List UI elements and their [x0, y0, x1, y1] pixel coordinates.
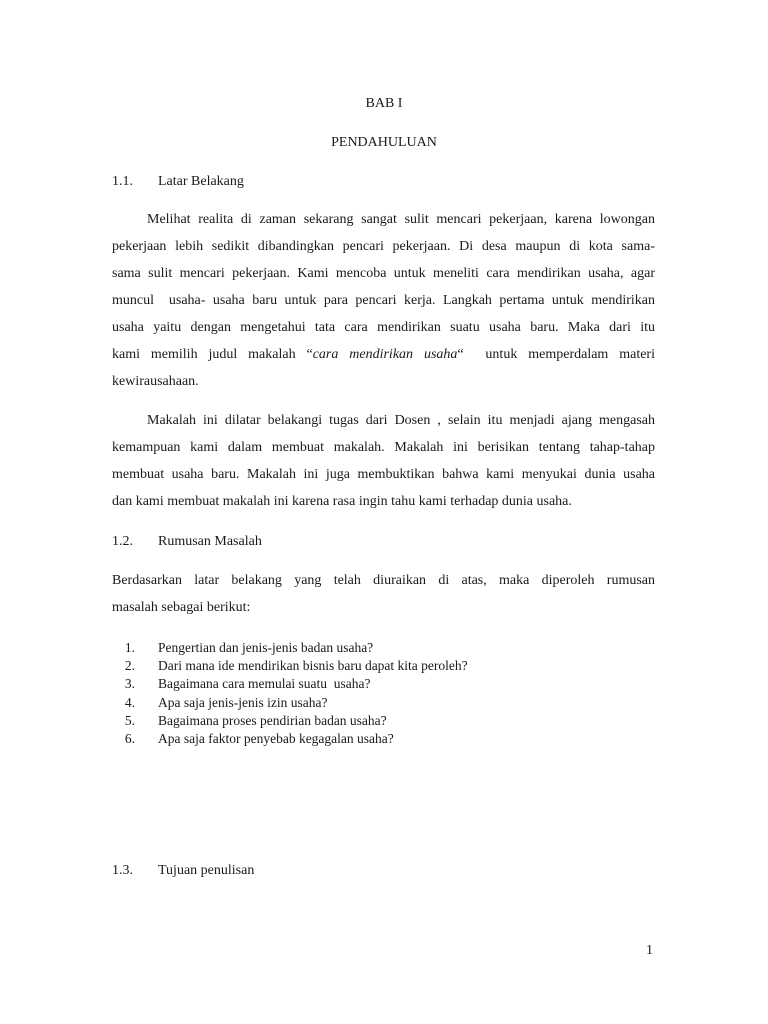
section-heading-1-1 — [112, 174, 244, 190]
paragraph-line: masalah sebagai berikut: — [112, 600, 251, 615]
paragraph-line: membuat usaha baru. Makalah ini juga membuktikan bahwa kami menyukai dunia usaha — [112, 467, 655, 482]
paragraph-line: usaha yaitu dengan mengetahui tata cara mendirikan suatu usaha baru. Maka dari itu — [112, 320, 655, 335]
paragraph-line: dan kami membuat makalah ini karena rasa ingin tahu kami terhadap dunia usaha. — [112, 494, 572, 509]
paragraph-line: kemampuan kami dalam membuat makalah. Makalah ini berisikan tentang tahap-tahap — [112, 440, 655, 455]
chapter-label: BAB I — [365, 96, 403, 111]
paragraph-line: kewirausahaan. — [112, 374, 199, 389]
numbered-question-list — [112, 639, 468, 748]
section-heading-1-2 — [112, 534, 262, 550]
list-item-text: Bagaimana cara memulai suatu usaha? — [158, 676, 371, 692]
list-item — [112, 694, 468, 712]
line-text: “ untuk memperdalam materi — [457, 347, 655, 362]
section-number: 1.2. — [112, 534, 133, 549]
section-title: Tujuan penulisan — [158, 863, 255, 878]
list-item-number: 2. — [124, 658, 135, 674]
page-number: 1 — [646, 943, 653, 958]
list-item-number: 5. — [124, 712, 135, 728]
section-title: Rumusan Masalah — [158, 534, 262, 549]
italic-title: cara mendirikan usaha — [312, 347, 458, 362]
list-item-number: 4. — [124, 694, 135, 710]
paragraph-line — [112, 341, 655, 368]
paragraph-latar-belakang-2 — [112, 407, 655, 515]
paragraph-rumusan-intro — [112, 567, 655, 621]
paragraph-line: Berdasarkan latar belakang yang telah diuraikan di atas, maka diperoleh rumusan — [112, 573, 655, 588]
list-item-text: Dari mana ide mendirikan bisnis baru dapat kita peroleh? — [158, 658, 468, 674]
section-heading-1-3 — [112, 863, 254, 879]
line-text: kami memilih judul makalah “ — [112, 347, 313, 362]
list-item — [112, 639, 468, 657]
list-item-text: Apa saja jenis-jenis izin usaha? — [158, 694, 328, 710]
list-item — [112, 675, 468, 693]
section-number: 1.1. — [112, 174, 133, 189]
paragraph-line: Melihat realita di zaman sekarang sangat sulit mencari pekerjaan, karena lowongan — [147, 212, 655, 227]
list-item-number: 1. — [124, 640, 135, 655]
paragraph-line: muncul usaha- usaha baru untuk para pencari kerja. Langkah pertama untuk mendirikan — [112, 293, 655, 308]
paragraph-line: pekerjaan lebih sedikit dibandingkan pencari pekerjaan. Di desa maupun di kota sama- — [112, 239, 655, 254]
paragraph-latar-belakang-1 — [112, 206, 655, 395]
paragraph-line: sama sulit mencari pekerjaan. Kami mencoba untuk meneliti cara mendirikan usaha, agar — [112, 266, 655, 281]
list-item-number: 6. — [124, 731, 135, 747]
paragraph-line: Makalah ini dilatar belakangi tugas dari Dosen , selain itu menjadi ajang mengasah — [147, 413, 655, 428]
list-item-text: Apa saja faktor penyebab kegagalan usaha? — [158, 731, 394, 747]
list-item-text: Pengertian dan jenis-jenis badan usaha? — [158, 640, 374, 655]
list-item-text: Bagaimana proses pendirian badan usaha? — [158, 712, 387, 728]
list-item — [112, 730, 468, 748]
section-title: Latar Belakang — [158, 174, 244, 189]
list-item-number: 3. — [124, 676, 135, 692]
chapter-title: PENDAHULUAN — [331, 135, 437, 150]
list-item — [112, 657, 468, 675]
list-item — [112, 712, 468, 730]
section-number: 1.3. — [112, 863, 133, 878]
